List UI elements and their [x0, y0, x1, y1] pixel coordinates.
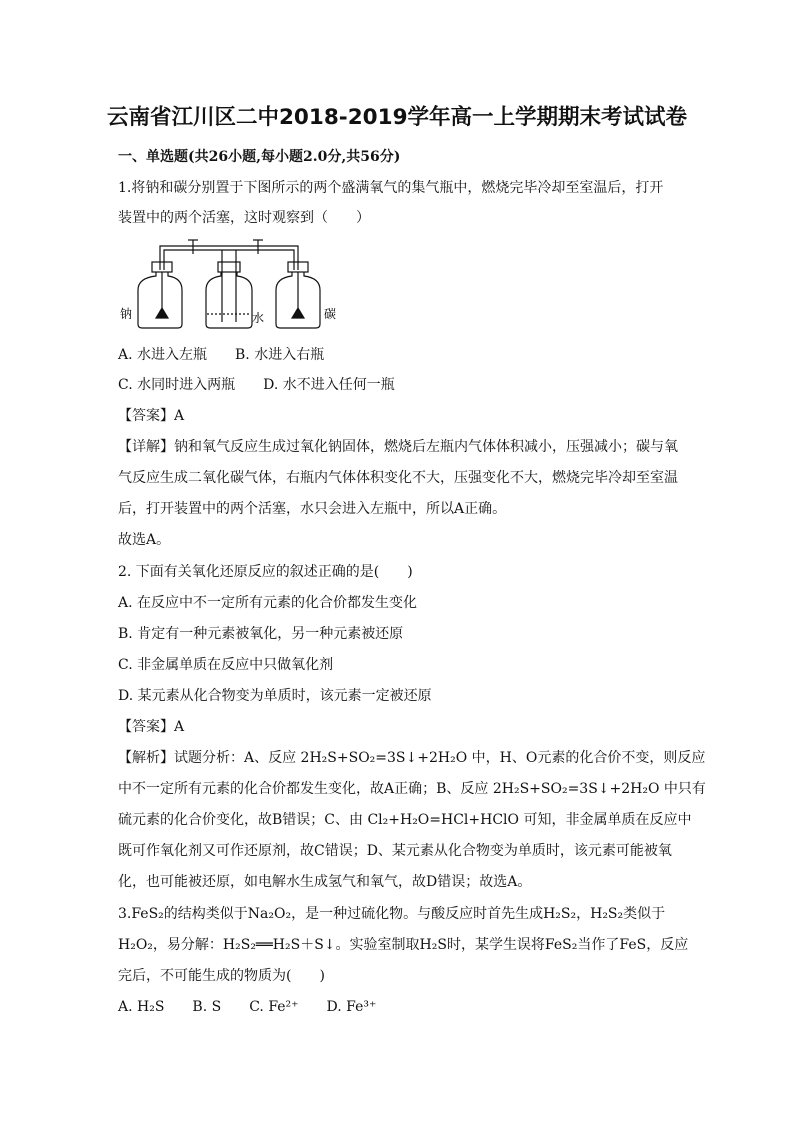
q1-conclusion: 故选A。	[118, 532, 171, 548]
q2-stem: 2. 下面有关氧化还原反应的叙述正确的是( )	[118, 564, 413, 580]
q1-stem-line2: 装置中的两个活塞，这时观察到（ ）	[118, 210, 370, 226]
left-bottle	[138, 262, 182, 328]
label-sodium: 钠	[120, 307, 133, 321]
apparatus-diagram	[118, 232, 338, 332]
q1-option-a[interactable]: A. 水进入左瓶	[118, 347, 208, 363]
q1-option-b[interactable]: B. 水进入右瓶	[235, 347, 325, 363]
right-bottle	[276, 262, 320, 328]
q2-option-a[interactable]: A. 在反应中不一定所有元素的化合价都发生变化	[118, 595, 418, 611]
q3-stem-line2: H₂O₂，易分解：H₂S₂══H₂S＋S↓。实验室制取H₂S时，某学生误将FeS₂当作了FeS，反应	[118, 937, 689, 953]
q2-analysis-line5: 化，也可能被还原，如电解水生成氢气和氧气，故D错误；故选A。	[118, 874, 532, 890]
q1-answer: 【答案】A	[118, 408, 185, 424]
q2-analysis-line2: 中不一定所有元素的化合价都发生变化，故A正确；B、反应 2H₂S+SO₂=3S↓+2H₂O 中只有	[118, 781, 706, 797]
q1-option-c[interactable]: C. 水同时进入两瓶	[118, 377, 236, 393]
q1-stem-line1: 1.将钠和碳分别置于下图所示的两个盛满氧气的集气瓶中，燃烧完毕冷却至室温后，打开	[118, 180, 664, 196]
q2-analysis-line1: 【解析】试题分析：A、反应 2H₂S+SO₂=3S↓+2H₂O 中，H、O元素的化合价不变，则反应	[118, 750, 706, 766]
q2-option-b[interactable]: B. 肯定有一种元素被氧化，另一种元素被还原	[118, 626, 404, 642]
q3-stem-line1: 3.FeS₂的结构类似于Na₂O₂，是一种过硫化物。与酸反应时首先生成H₂S₂，H₂S₂类似于	[118, 906, 666, 922]
q1-detail-line2: 气反应生成二氧化碳气体，右瓶内气体体积变化不大，压强变化不大，燃烧完毕冷却至室温	[118, 470, 678, 486]
label-carbon: 碳	[324, 307, 337, 321]
q1-detail-line1: 【详解】钠和氧气反应生成过氧化钠固体，燃烧后左瓶内气体体积减小，压强减小；碳与氧	[118, 439, 678, 455]
section-heading: 一、单选题(共26小题,每小题2.0分,共56分)	[118, 149, 401, 165]
middle-bottle	[206, 262, 252, 328]
label-water: 水	[252, 311, 265, 325]
q2-answer: 【答案】A	[118, 719, 185, 735]
q3-options[interactable]: A. H₂S B. S C. Fe²⁺ D. Fe³⁺	[118, 999, 377, 1015]
q2-analysis-line3: 硫元素的化合价变化，故B错误；C、由 Cl₂+H₂O=HCl+HClO 可知，非金属单质在反应中	[118, 812, 692, 828]
q3-stem-line3: 完后，不可能生成的物质为( )	[118, 968, 325, 984]
q2-option-d[interactable]: D. 某元素从化合物变为单质时，该元素一定被还原	[118, 688, 432, 704]
q1-detail-line3: 后，打开装置中的两个活塞，水只会进入左瓶中，所以A正确。	[118, 501, 507, 517]
q1-option-d[interactable]: D. 水不进入任何一瓶	[263, 377, 395, 393]
q1-options-row2	[118, 374, 395, 394]
q2-analysis-line4: 既可作氧化剂又可作还原剂，故C错误；D、某元素从化合物变为单质时，该元素可能被氧	[118, 843, 672, 859]
page-title: 云南省江川区二中2018-2019学年高一上学期期末考试试卷	[106, 105, 688, 130]
q1-options-row1	[118, 344, 324, 364]
q2-option-c[interactable]: C. 非金属单质在反应中只做氧化剂	[118, 657, 334, 673]
